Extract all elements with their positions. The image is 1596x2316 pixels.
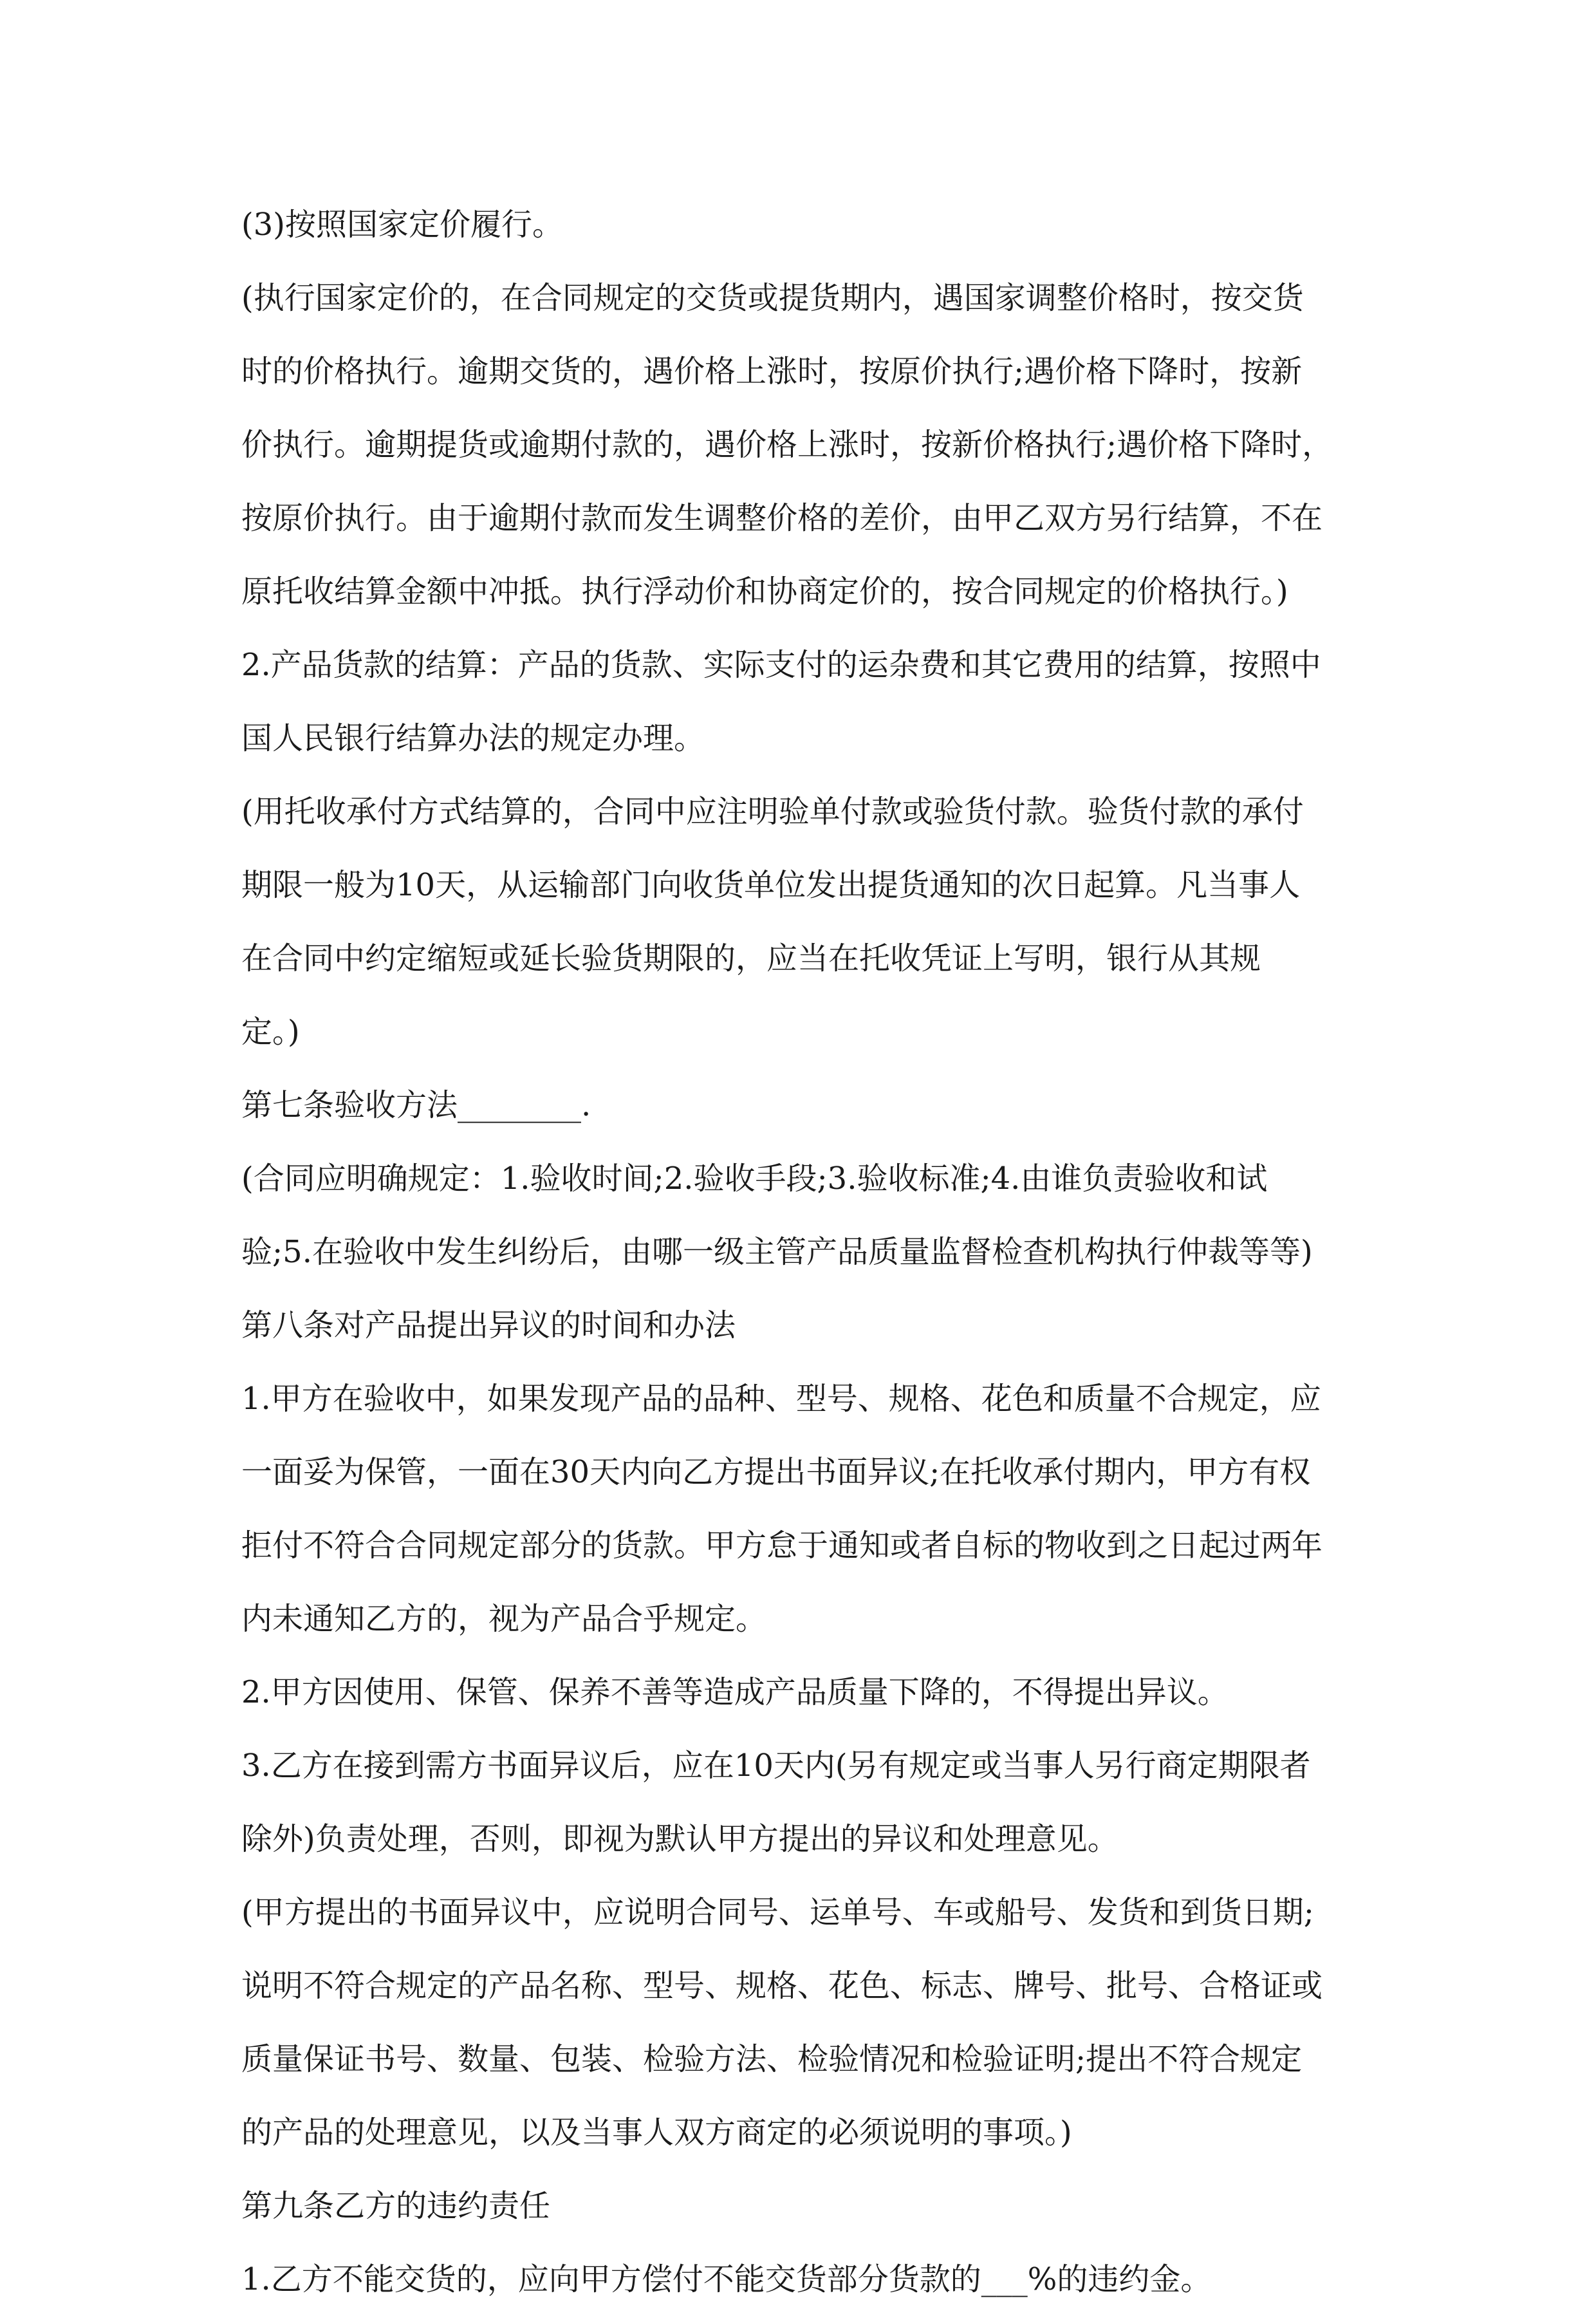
text-line: 定。) [241, 1014, 300, 1050]
text-line: 1.乙方不能交货的，应向甲方偿付不能交货部分货款的___%的违约金。 [241, 2261, 1212, 2297]
text-line: 2.甲方因使用、保管、保养不善等造成产品质量下降的，不得提出异议。 [241, 1674, 1229, 1710]
text-line: (用托收承付方式结算的，合同中应注明验单付款或验货付款。验货付款的承付 [241, 794, 1304, 830]
text-line: 1.甲方在验收中，如果发现产品的品种、型号、规格、花色和质量不合规定，应 [241, 1381, 1321, 1417]
text-line: (执行国家定价的，在合同规定的交货或提货期内，遇国家调整价格时，按交货 [241, 280, 1304, 316]
text-line: 除外)负责处理，否则，即视为默认甲方提出的异议和处理意见。 [241, 1821, 1118, 1857]
text-line: 2.产品货款的结算：产品的货款、实际支付的运杂费和其它费用的结算，按照中 [241, 647, 1321, 683]
text-line: (合同应明确规定：1.验收时间;2.验收手段;3.验收标准;4.由谁负责验收和试 [241, 1161, 1268, 1197]
text-line: 验;5.在验收中发生纠纷后，由哪一级主管产品质量监督检查机构执行仲裁等等) [241, 1234, 1313, 1270]
text-line: 按原价执行。由于逾期付款而发生调整价格的差价，由甲乙双方另行结算，不在 [241, 500, 1323, 536]
text-line: 价执行。逾期提货或逾期付款的，遇价格上涨时，按新价格执行;遇价格下降时， [241, 427, 1333, 463]
text-line: 国人民银行结算办法的规定办理。 [241, 720, 705, 756]
text-line: 原托收结算金额中冲抵。执行浮动价和协商定价的，按合同规定的价格执行。) [241, 574, 1288, 610]
text-line: 的产品的处理意见，以及当事人双方商定的必须说明的事项。) [241, 2115, 1072, 2151]
text-line: 拒付不符合合同规定部分的货款。甲方怠于通知或者自标的物收到之日起过两年 [241, 1527, 1323, 1564]
document-body [241, 188, 1355, 2316]
text-line: 时的价格执行。逾期交货的，遇价格上涨时，按原价执行;遇价格下降时，按新 [241, 353, 1303, 389]
text-line: 内未通知乙方的，视为产品合乎规定。 [241, 1601, 767, 1637]
text-line: 一面妥为保管，一面在30天内向乙方提出书面异议;在托收承付期内，甲方有权 [241, 1454, 1311, 1490]
text-line: 3.乙方在接到需方书面异议后，应在10天内(另有规定或当事人另行商定期限者 [241, 1748, 1311, 1784]
text-line: 在合同中约定缩短或延长验货期限的，应当在托收凭证上写明，银行从其规 [241, 940, 1261, 976]
text-line: 质量保证书号、数量、包装、检验方法、检验情况和检验证明;提出不符合规定 [241, 2041, 1303, 2077]
text-line: 说明不符合规定的产品名称、型号、规格、花色、标志、牌号、批号、合格证或 [241, 1968, 1323, 2004]
article-heading: 第九条乙方的违约责任 [241, 2188, 551, 2224]
text-line: (甲方提出的书面异议中，应说明合同号、运单号、车或船号、发货和到货日期; [241, 1894, 1314, 1930]
text-line: 期限一般为10天，从运输部门向收货单位发出提货通知的次日起算。凡当事人 [241, 867, 1301, 903]
text-line: (3)按照国家定价履行。 [241, 207, 563, 243]
article-heading: 第八条对产品提出异议的时间和办法 [241, 1307, 736, 1343]
article-heading: 第七条验收方法________. [241, 1087, 591, 1123]
